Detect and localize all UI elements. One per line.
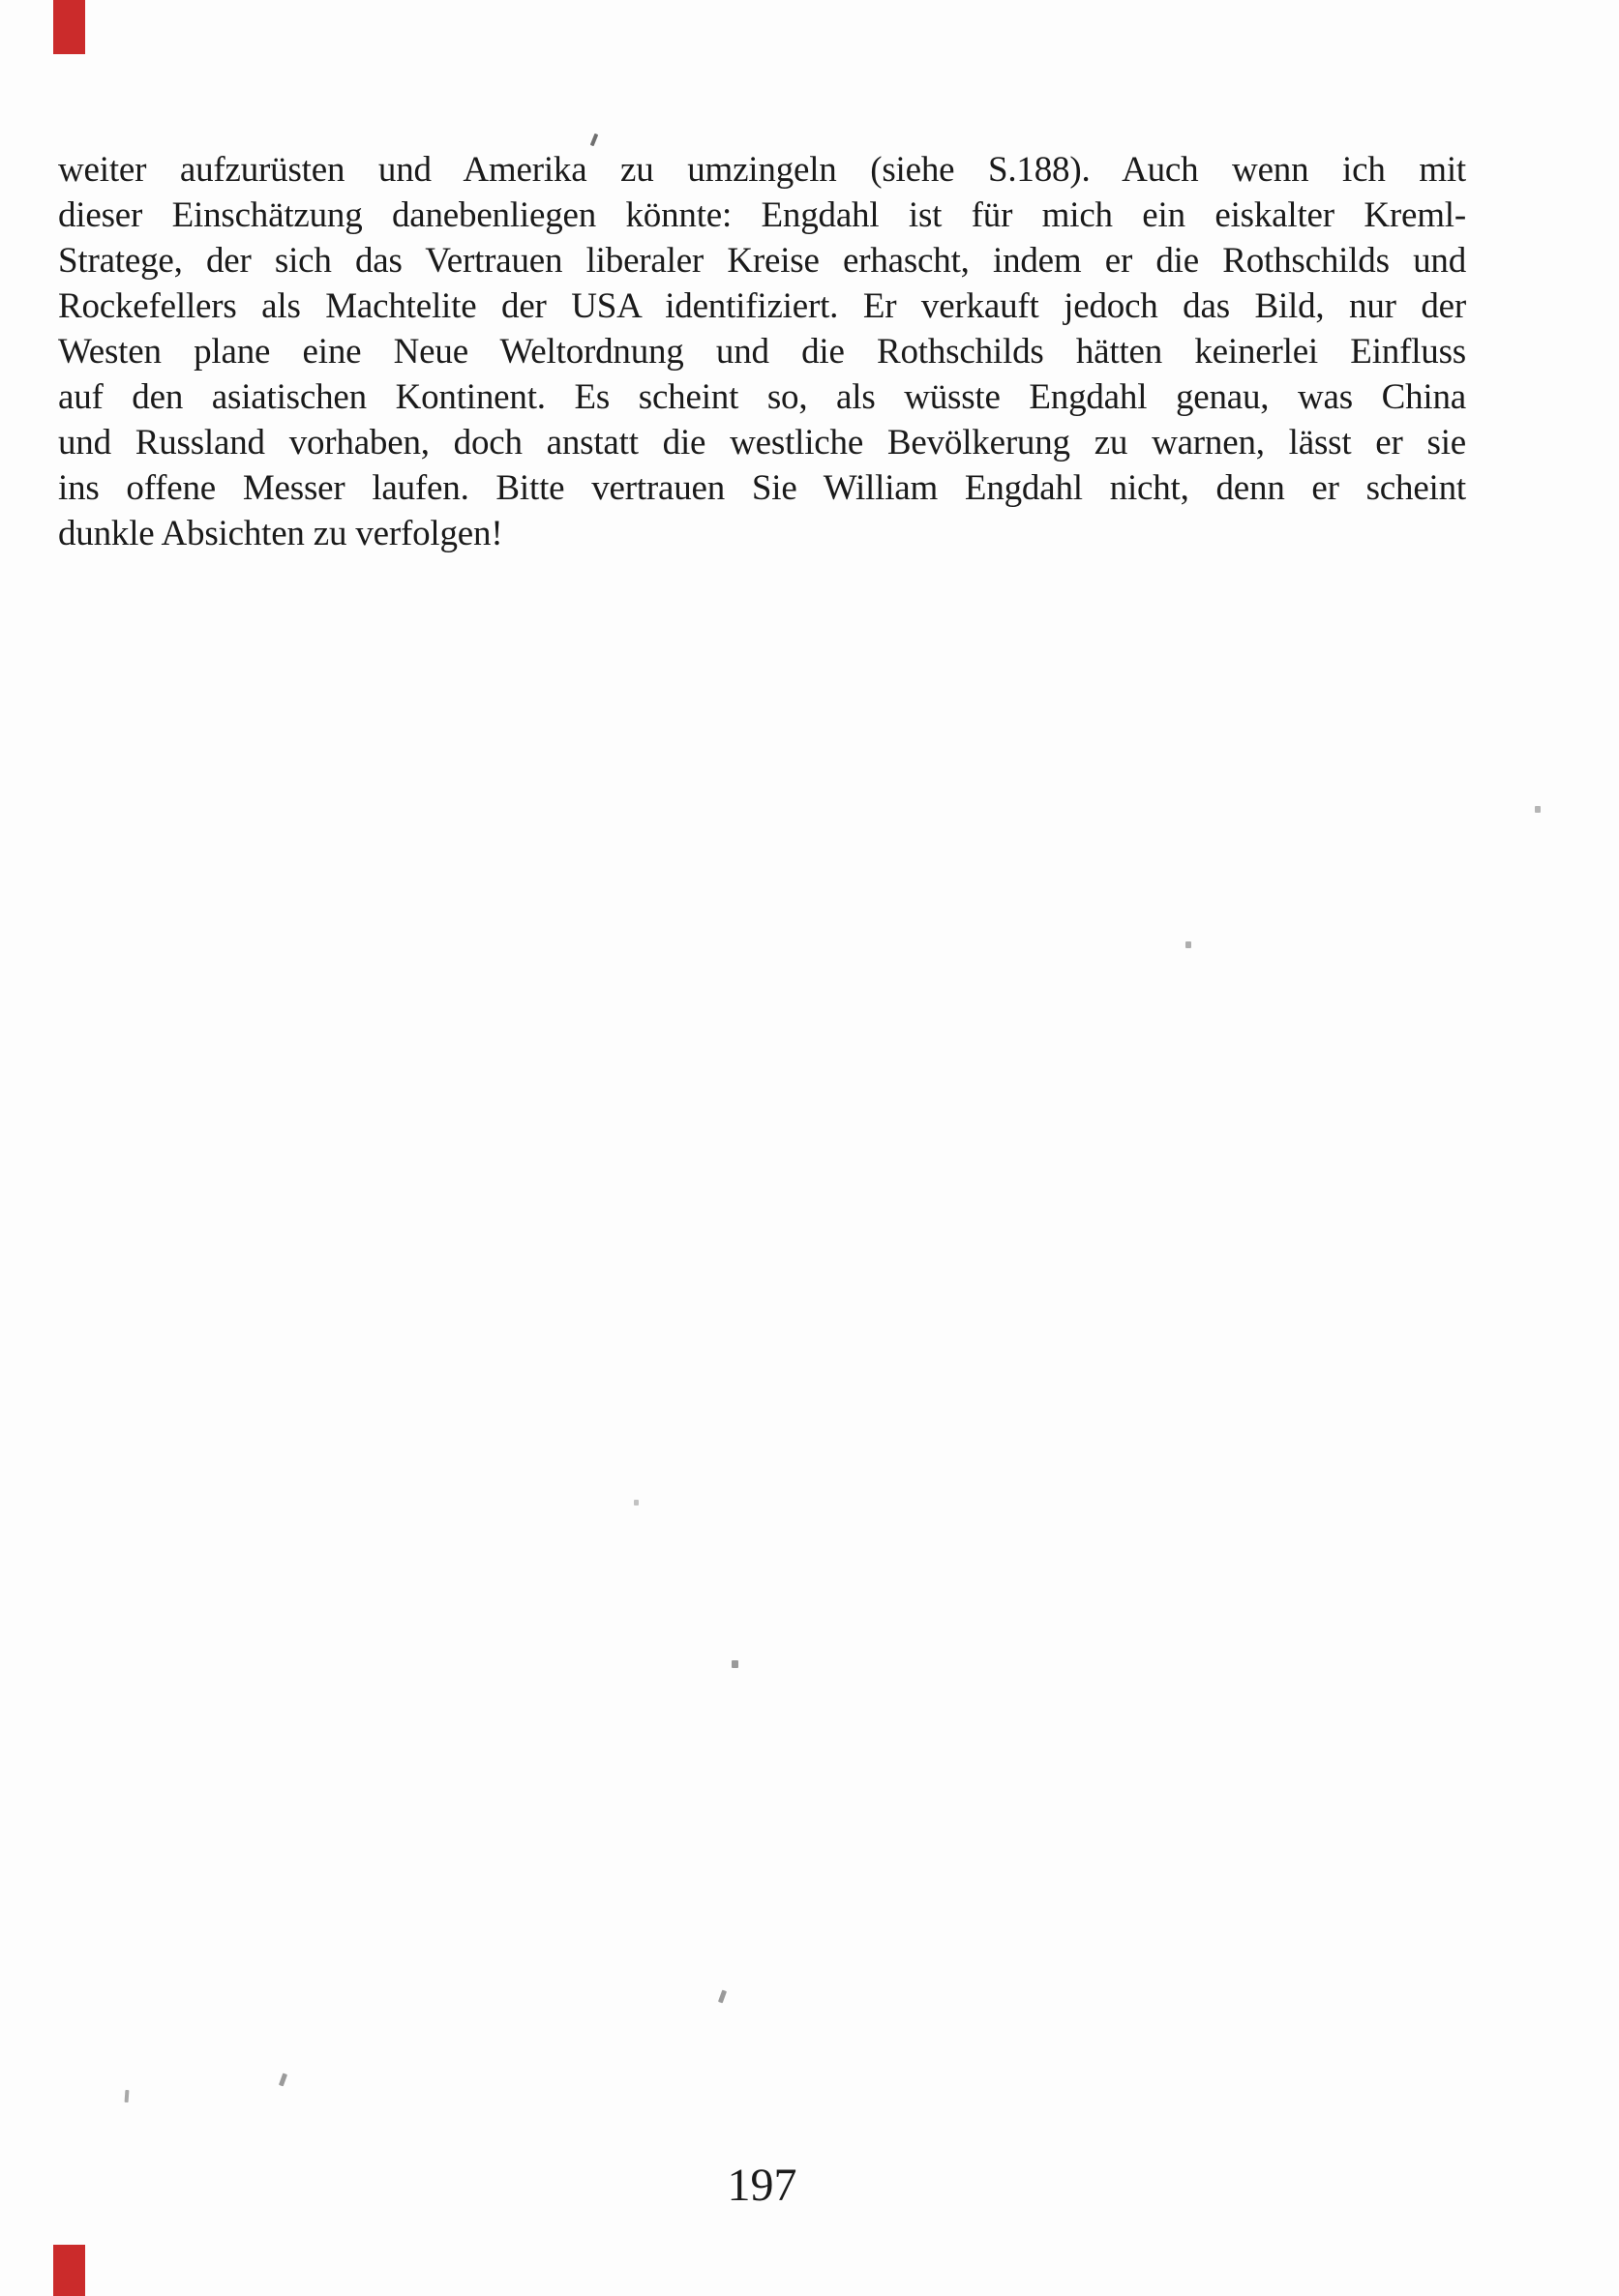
scan-speck [1535,806,1541,813]
scan-speck [718,1990,727,2004]
red-page-edge-mark [53,2245,85,2296]
text-line: Westen plane eine Neue Weltordnung und die Rothschilds hätten keinerlei Einfluss [58,332,1466,372]
red-page-edge-mark [53,0,85,54]
scan-speck [732,1660,738,1668]
scan-speck [590,134,599,147]
text-line: Rockefellers als Machtelite der USA identifiziert. Er verkauft jedoch das Bild, nur der [58,286,1466,326]
paragraph [58,147,1466,556]
text-line: dieser Einschätzung danebenliegen könnte: Engdahl ist für mich ein eiskalter Kreml- [58,195,1466,235]
text-line: und Russland vorhaben, doch anstatt die westliche Bevölkerung zu warnen, lässt er sie [58,423,1466,462]
text-line: auf den asiatischen Kontinent. Es scheint so, als wüsste Engdahl genau, was China [58,377,1466,417]
scan-speck [1185,941,1191,948]
scan-speck [125,2090,130,2102]
text-line: weiter aufzurüsten und Amerika zu umzingeln (siehe S.188). Auch wenn ich mit [58,150,1466,190]
scan-speck [634,1500,639,1506]
text-line: Stratege, der sich das Vertrauen liberaler Kreise erhascht, indem er die Rothschilds und [58,241,1466,281]
page-number: 197 [727,2160,797,2211]
text-line: dunkle Absichten zu verfolgen! [58,514,503,553]
scan-speck [279,2073,287,2087]
text-line: ins offene Messer laufen. Bitte vertrauen Sie William Engdahl nicht, denn er scheint [58,468,1466,508]
